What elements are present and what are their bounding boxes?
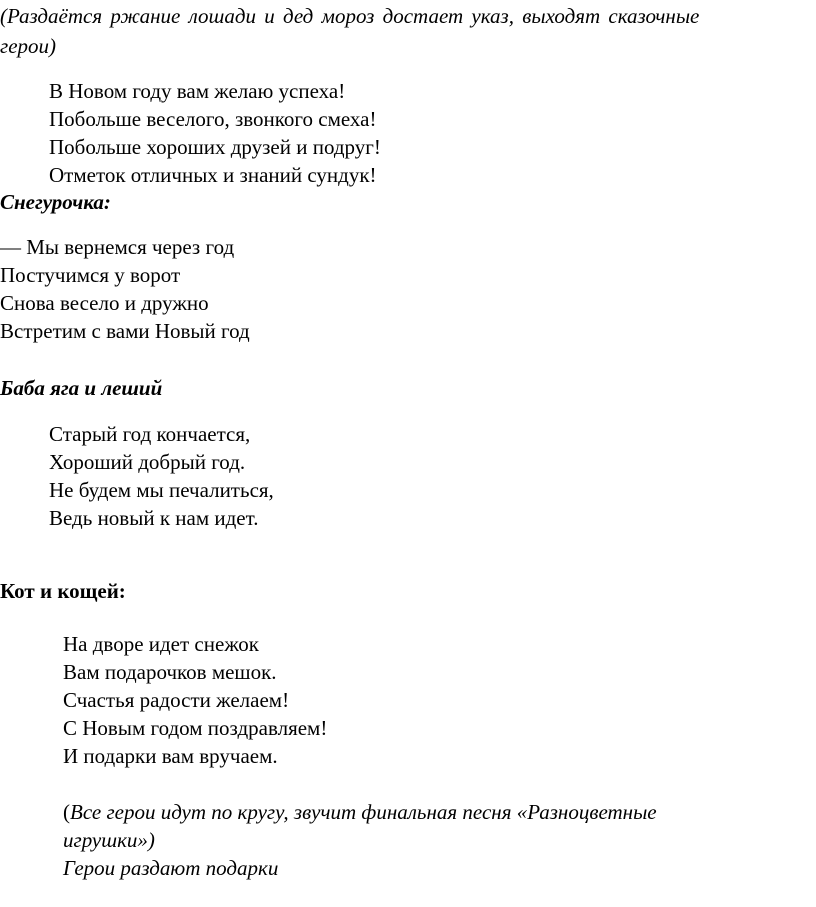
verse-line: С Новым годом поздравляем!	[63, 716, 328, 740]
verse-line: Счастья радости желаем!	[63, 688, 290, 712]
speaker-heading-kot-koschei: Кот и кощей:	[0, 579, 126, 603]
verse-line: В Новом году вам желаю успеха!	[49, 79, 346, 103]
speaker-heading-baba-yaga: Баба яга и леший	[0, 376, 163, 400]
verse-line: Побольше веселого, звонкого смеха!	[49, 107, 377, 131]
verse-line: И подарки вам вручаем.	[63, 744, 278, 768]
verse-line: Ведь новый к нам идет.	[49, 506, 259, 530]
speaker-heading-snegurochka: Снегурочка:	[0, 190, 111, 214]
verse-line: Постучимся у ворот	[0, 263, 181, 287]
stage-direction-finale-text: Все герои идут по кругу, звучит финальная песня «Разноцветные	[70, 800, 657, 824]
stage-direction-finale-line-1	[63, 798, 657, 826]
verse-line: Побольше хороших друзей и подруг!	[49, 135, 381, 159]
stage-direction-finale-line-3: Герои раздают подарки	[63, 856, 279, 880]
stage-direction-intro-line-1: (Раздаётся ржание лошади и дед мороз достает указ, выходят сказочные	[0, 4, 700, 28]
stage-direction-finale-line-2: игрушки»)	[63, 828, 155, 852]
verse-line: На дворе идет снежок	[63, 632, 260, 656]
open-paren: (	[63, 800, 70, 824]
verse-line: Отметок отличных и знаний сундук!	[49, 163, 377, 187]
verse-line: Не будем мы печалиться,	[49, 478, 274, 502]
verse-line: — Мы вернемся через год	[0, 235, 235, 259]
verse-line: Встретим с вами Новый год	[0, 319, 250, 343]
stage-direction-intro-line-2: герои)	[0, 34, 57, 58]
verse-line: Вам подарочков мешок.	[63, 660, 277, 684]
verse-line: Хороший добрый год.	[49, 450, 246, 474]
verse-line: Старый год кончается,	[49, 422, 251, 446]
verse-line: Снова весело и дружно	[0, 291, 209, 315]
